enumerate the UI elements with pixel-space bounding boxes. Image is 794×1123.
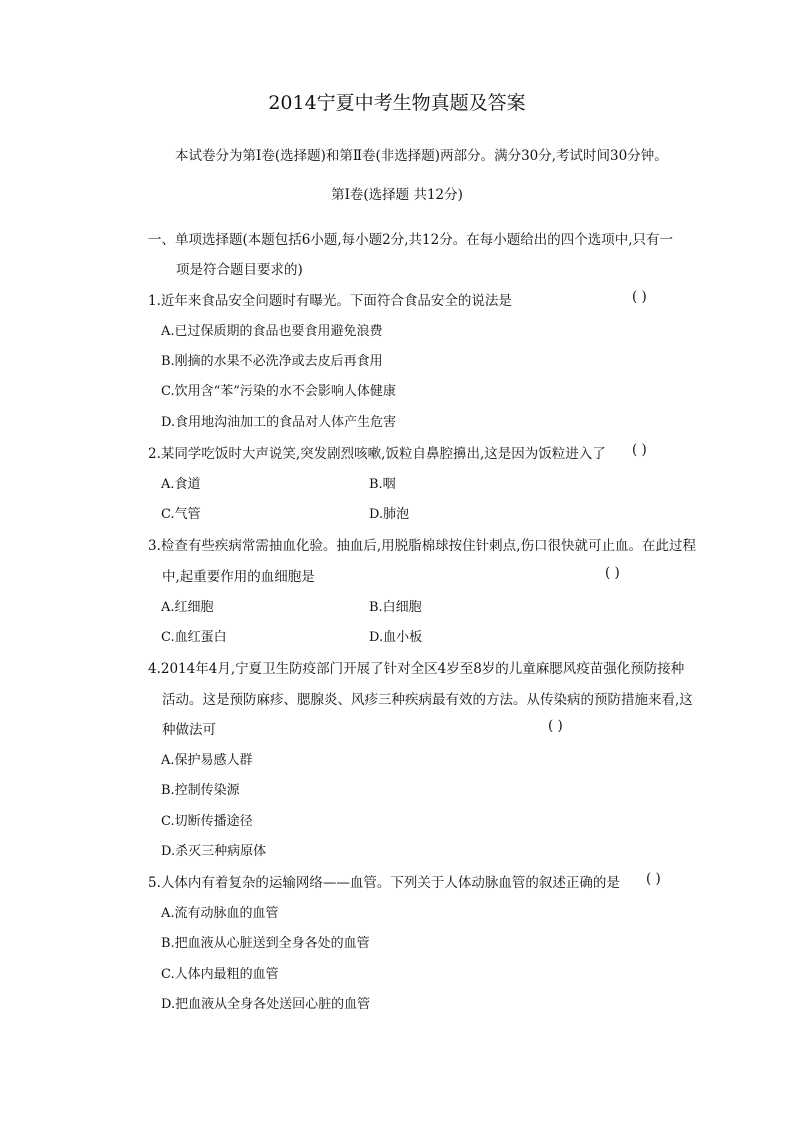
question-1-option-b: B.刚摘的水果不必洗净或去皮后再食用	[161, 354, 383, 369]
question-5-option-c: C.人体内最粗的血管	[161, 967, 279, 982]
question-2-stem: 2.某同学吃饭时大声说笑,突发剧烈咳嗽,饭粒自鼻腔擤出,这是因为饭粒进入了	[148, 446, 606, 462]
exam-intro: 本试卷分为第Ⅰ卷(选择题)和第Ⅱ卷(非选择题)两部分。满分30分,考试时间30分钟。	[175, 148, 668, 164]
instructions-line-1: 一、单项选择题(本题包括6小题,每小题2分,共12分。在每小题给出的四个选项中,只有一	[148, 232, 673, 248]
question-3-option-c: C.血红蛋白	[161, 630, 227, 645]
question-1-option-c: C.饮用含“苯”污染的水不会影响人体健康	[161, 384, 396, 399]
question-3-option-b: B.白细胞	[369, 600, 422, 615]
section-heading: 第Ⅰ卷(选择题 共12分)	[331, 187, 463, 203]
question-5-option-a: A.流有动脉血的血管	[161, 906, 279, 921]
question-4-option-a: A.保护易感人群	[161, 753, 253, 768]
question-5-answer-paren: ( )	[646, 871, 661, 887]
question-2-answer-paren: ( )	[632, 442, 647, 458]
question-3-option-a: A.红细胞	[161, 600, 214, 615]
question-2-option-d: D.肺泡	[369, 507, 410, 522]
question-1-option-a: A.已过保质期的食品也要食用避免浪费	[161, 324, 383, 339]
question-3-option-d: D.血小板	[369, 630, 423, 645]
question-4-stem-line-2: 活动。这是预防麻疹、腮腺炎、风疹三种疾病最有效的方法。从传染病的预防措施来看,这	[162, 692, 693, 708]
question-3-stem-line-2: 中,起重要作用的血细胞是	[162, 569, 315, 585]
question-1-answer-paren: ( )	[632, 289, 647, 305]
instructions-line-2: 项是符合题目要求的)	[176, 262, 303, 278]
question-2-option-b: B.咽	[369, 477, 396, 492]
question-4-stem-line-3: 种做法可	[162, 722, 216, 738]
question-4-answer-paren: ( )	[548, 718, 563, 734]
question-2-option-a: A.食道	[161, 477, 201, 492]
question-5-option-b: B.把血液从心脏送到全身各处的血管	[161, 936, 370, 951]
question-3-answer-paren: ( )	[605, 565, 620, 581]
question-1-option-d: D.食用地沟油加工的食品对人体产生危害	[161, 415, 397, 430]
question-2-option-c: C.气管	[161, 507, 201, 522]
question-4-option-b: B.控制传染源	[161, 783, 240, 798]
page-title: 2014宁夏中考生物真题及答案	[268, 92, 526, 114]
question-4-option-d: D.杀灭三种病原体	[161, 844, 267, 859]
question-3-stem-line-1: 3.检查有些疾病常需抽血化验。抽血后,用脱脂棉球按住针刺点,伤口很快就可止血。在此过程	[148, 538, 696, 554]
question-5-option-d: D.把血液从全身各处送回心脏的血管	[161, 997, 371, 1012]
question-4-stem-line-1: 4.2014年4月,宁夏卫生防疫部门开展了针对全区4岁至8岁的儿童麻腮风疫苗强化预防接种	[148, 661, 685, 677]
question-4-option-c: C.切断传播途径	[161, 814, 253, 829]
question-1-stem: 1.近年来食品安全问题时有曝光。下面符合食品安全的说法是	[148, 293, 512, 309]
question-5-stem: 5.人体内有着复杂的运输网络——血管。下列关于人体动脉血管的叙述正确的是	[148, 875, 620, 891]
